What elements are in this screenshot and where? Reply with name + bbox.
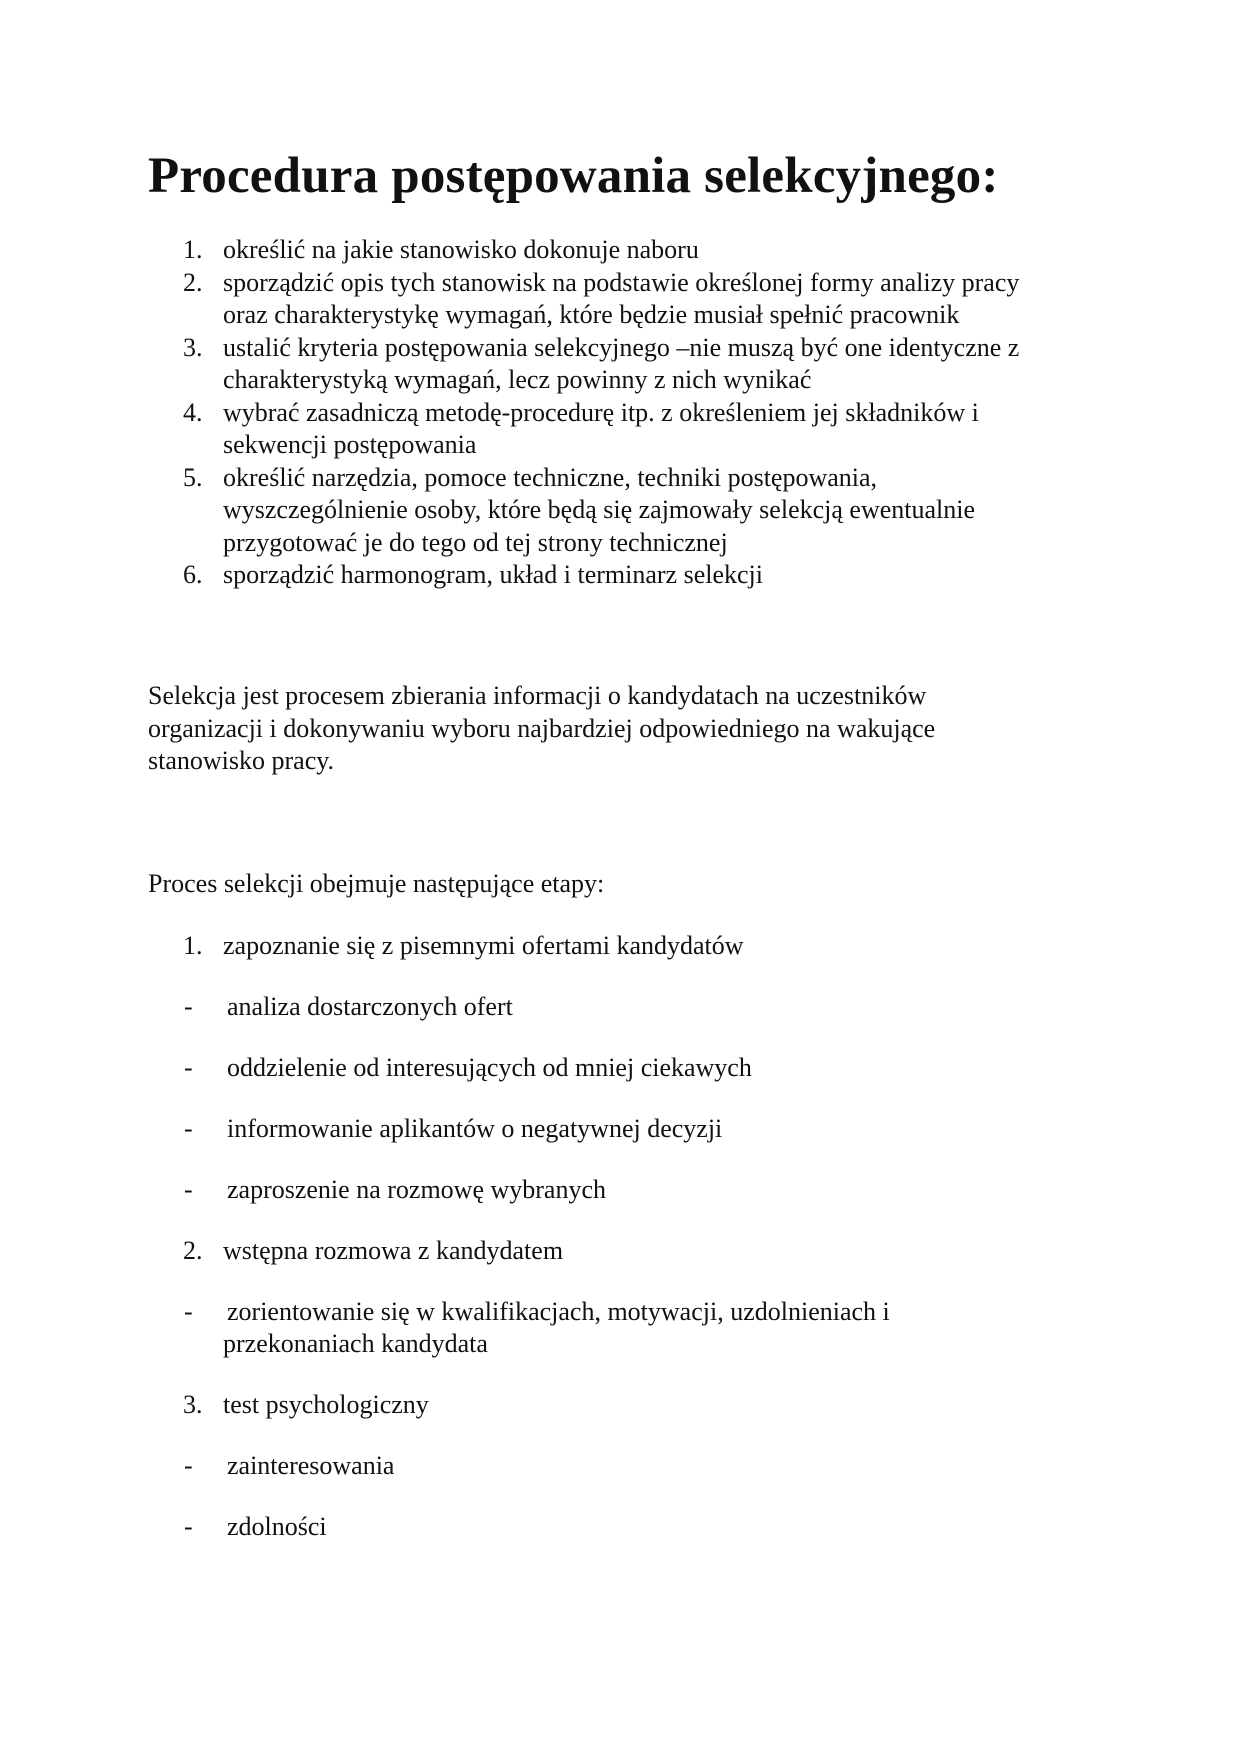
step-line: wybrać zasadniczą metodę-procedurę itp. z określeniem jej składników i bbox=[223, 397, 979, 427]
step-line: określić na jakie stanowisko dokonuje naboru bbox=[223, 235, 699, 264]
process-item-dash: - bbox=[184, 1114, 193, 1143]
process-item-number: 2. bbox=[183, 1236, 203, 1265]
process-line: zorientowanie się w kwalifikacjach, motywacji, uzdolnieniach i bbox=[227, 1297, 890, 1326]
step-line: oraz charakterystykę wymagań, które będzie musiał spełnić pracownik bbox=[223, 300, 960, 329]
procedure-step bbox=[0, 559, 1240, 592]
process-item bbox=[0, 991, 1240, 1023]
process-item bbox=[0, 930, 1240, 962]
procedure-step bbox=[0, 332, 1240, 397]
definition-line: Selekcja jest procesem zbierania informacji o kandydatach na uczestników bbox=[148, 681, 927, 710]
procedure-step bbox=[0, 267, 1240, 332]
process-line: zainteresowania bbox=[227, 1451, 395, 1480]
step-text bbox=[223, 559, 1123, 592]
procedure-steps-list bbox=[0, 234, 1240, 592]
process-line: zdolności bbox=[227, 1512, 327, 1541]
step-line: sporządzić opis tych stanowisk na podstawie określonej formy analizy pracy bbox=[223, 267, 1020, 297]
step-number: 3. bbox=[183, 332, 203, 362]
step-line: charakterystyką wymagań, lecz powinny z nich wynikać bbox=[223, 365, 812, 394]
process-item bbox=[0, 1450, 1240, 1482]
process-item bbox=[0, 1235, 1240, 1267]
process-line: zaproszenie na rozmowę wybranych bbox=[227, 1175, 606, 1204]
process-line: oddzielenie od interesujących od mniej ciekawych bbox=[227, 1053, 752, 1082]
process-item-dash: - bbox=[184, 1512, 193, 1541]
step-line: sporządzić harmonogram, układ i terminarz selekcji bbox=[223, 560, 764, 589]
process-stages-list bbox=[0, 930, 1240, 1543]
process-line: zapoznanie się z pisemnymi ofertami kandydatów bbox=[223, 931, 744, 960]
process-item bbox=[0, 1113, 1240, 1145]
process-line: przekonaniach kandydata bbox=[223, 1329, 488, 1358]
process-line: analiza dostarczonych ofert bbox=[227, 992, 513, 1021]
step-line: ustalić kryteria postępowania selekcyjnego –nie muszą być one identyczne z bbox=[223, 332, 1020, 362]
process-line: test psychologiczny bbox=[223, 1390, 429, 1419]
process-item-text bbox=[227, 991, 1057, 1023]
step-number: 6. bbox=[183, 560, 203, 589]
process-item-dash: - bbox=[184, 1297, 193, 1326]
process-item-number: 3. bbox=[183, 1390, 203, 1419]
process-item-text bbox=[227, 1450, 1057, 1482]
process-item bbox=[0, 1174, 1240, 1206]
process-line: wstępna rozmowa z kandydatem bbox=[223, 1236, 564, 1265]
step-text bbox=[223, 234, 1123, 267]
process-item bbox=[0, 1052, 1240, 1084]
step-number: 4. bbox=[183, 397, 203, 427]
definition-line: stanowisko pracy. bbox=[148, 746, 335, 775]
process-intro: Proces selekcji obejmuje następujące etapy: bbox=[148, 869, 605, 898]
page-title: Procedura postępowania selekcyjnego: bbox=[148, 148, 999, 204]
process-item-text bbox=[227, 1052, 1057, 1084]
step-text bbox=[223, 462, 1123, 560]
definition-line: organizacji i dokonywaniu wyboru najbardziej odpowiedniego na wakujące bbox=[148, 713, 936, 743]
step-number: 2. bbox=[183, 267, 203, 297]
step-line: wyszczególnienie osoby, które będą się zajmowały selekcją ewentualnie bbox=[223, 495, 976, 524]
process-item-number: 1. bbox=[183, 931, 203, 960]
process-line: informowanie aplikantów o negatywnej decyzji bbox=[227, 1114, 723, 1143]
step-text bbox=[223, 397, 1123, 462]
process-item-text bbox=[223, 930, 1123, 962]
process-item-text bbox=[223, 1296, 1057, 1360]
definition-paragraph bbox=[148, 680, 1098, 778]
process-item bbox=[0, 1389, 1240, 1421]
process-item-dash: - bbox=[184, 992, 193, 1021]
process-item-dash: - bbox=[184, 1451, 193, 1480]
procedure-step bbox=[0, 397, 1240, 462]
process-item-dash: - bbox=[184, 1175, 193, 1204]
step-number: 1. bbox=[183, 235, 203, 264]
process-item-dash: - bbox=[184, 1053, 193, 1082]
step-line: określić narzędzia, pomoce techniczne, techniki postępowania, bbox=[223, 462, 878, 492]
step-line: przygotować je do tego od tej strony technicznej bbox=[223, 527, 728, 557]
step-line: sekwencji postępowania bbox=[223, 430, 477, 459]
process-item bbox=[0, 1511, 1240, 1543]
process-item-text bbox=[227, 1113, 1057, 1145]
process-item-text bbox=[227, 1511, 1057, 1543]
step-number: 5. bbox=[183, 462, 203, 492]
procedure-step bbox=[0, 462, 1240, 560]
process-item-text bbox=[227, 1174, 1057, 1206]
process-item-text bbox=[223, 1389, 1123, 1421]
procedure-step bbox=[0, 234, 1240, 267]
step-text bbox=[223, 332, 1123, 397]
step-text bbox=[223, 267, 1123, 332]
process-item-text bbox=[223, 1235, 1123, 1267]
process-item bbox=[0, 1296, 1240, 1360]
